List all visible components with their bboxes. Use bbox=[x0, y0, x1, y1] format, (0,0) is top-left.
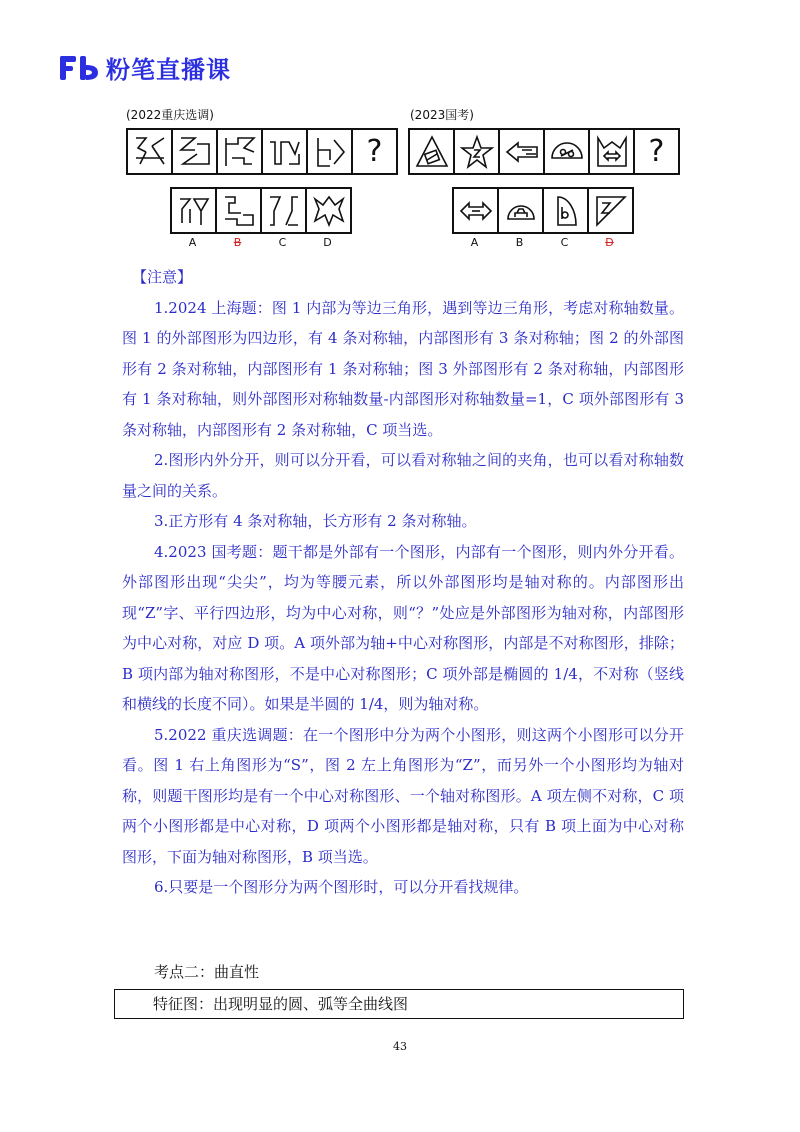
question-2-figures bbox=[408, 128, 680, 175]
q2-figure-2 bbox=[455, 130, 500, 173]
question-2-option-labels bbox=[452, 236, 632, 249]
question-1-options bbox=[170, 187, 352, 234]
q1-option-c-shape bbox=[266, 193, 302, 229]
q1-figure-4-shape bbox=[267, 134, 303, 170]
note-paragraph-6: 6.只要是一个图形分为两个图形时，可以分开看找规律。 bbox=[154, 878, 529, 896]
fb-logo-icon bbox=[58, 53, 100, 83]
feature-box: 特征图：出现明显的圆、弧等全曲线图 bbox=[114, 989, 684, 1019]
q2-option-c-label: C bbox=[560, 236, 569, 249]
q2-option-a-figure[interactable] bbox=[454, 189, 499, 232]
q2-question-cell bbox=[635, 130, 678, 173]
q1-option-d-figure[interactable] bbox=[307, 189, 350, 232]
q2-figure-3 bbox=[500, 130, 545, 173]
q2-figure-3-shape bbox=[504, 134, 540, 170]
section-title: 考点二：曲直性 bbox=[154, 963, 260, 981]
q1-figure-3-shape bbox=[222, 134, 258, 170]
q2-option-b-figure[interactable] bbox=[499, 189, 544, 232]
q2-option-b-shape bbox=[503, 193, 539, 229]
brand-logo bbox=[58, 50, 231, 85]
q1-figure-5 bbox=[308, 130, 353, 173]
note-paragraph-1: 1.2024 上海题：图 1 内部为等边三角形，遇到等边三角形，考虑对称轴数量。图 1 的外部图形为四边形，有 4 条对称轴，内部图形有 3 条对称轴；图 2 的外部图形有 2 条对称轴，内部图形有 1 条对称轴；图 3 外部图形有 2 条对称轴，内部图形有 1 条对称轴，则外部图形对称轴数量-内部图形对称轴数量=1，C 项外部图形有 3 条对称轴，内部图形有 2 条对称轴，C 项当选。 bbox=[122, 298, 684, 439]
q1-figure-2 bbox=[173, 130, 218, 173]
question-2-options bbox=[452, 187, 634, 234]
q1-option-a-figure[interactable] bbox=[172, 189, 217, 232]
q1-option-b-shape bbox=[221, 193, 257, 229]
note-paragraph-2: 2.图形内外分开，则可以分开看，可以看对称轴之间的夹角，也可以看对称轴数量之间的关系。 bbox=[122, 451, 684, 500]
note-paragraph-4: 4.2023 国考题：题干都是外部有一个图形，内部有一个图形，则内外分开看。外部图形出现“尖尖”，均为等腰元素，所以外部图形均是轴对称的。内部图形出现“Z”字、平行四边形，均为中心对称，则“？”处应是外部图形为轴对称，内部图形为中心对称，对应 D 项。A 项外部为轴+中心对称图形，内部是不对称图形，排除；B 项内部为轴对称图形，不是中心对称图形；C 项外部是椭圆的 1/4，不对称（竖线和横线的长度不同）。如果是半圆的 1/4，则为轴对称。 bbox=[122, 542, 684, 713]
q1-figure-3 bbox=[218, 130, 263, 173]
q1-figure-1-shape bbox=[132, 134, 168, 170]
q1-figure-5-shape bbox=[312, 134, 348, 170]
q1-option-c-label: C bbox=[278, 236, 287, 249]
q1-option-d-shape bbox=[311, 193, 347, 229]
q2-figure-4-shape bbox=[549, 134, 585, 170]
q2-option-d-shape bbox=[593, 193, 629, 229]
q2-figure-1 bbox=[410, 130, 455, 173]
q2-option-d-figure[interactable] bbox=[589, 189, 632, 232]
q2-option-a-shape bbox=[458, 193, 494, 229]
q2-option-a-label: A bbox=[470, 236, 479, 249]
q2-figure-2-shape bbox=[459, 134, 495, 170]
q2-option-c-figure[interactable] bbox=[544, 189, 589, 232]
question-1-label: (2022重庆选调) bbox=[126, 108, 214, 122]
question-1-figures bbox=[126, 128, 398, 175]
q1-question-cell bbox=[353, 130, 396, 173]
note-paragraph-5: 5.2022 重庆选调题：在一个图形中分为两个小图形，则这两个小图形可以分开看。图 1 右上角图形为“S”，图 2 左上角图形为“Z”，而另外一个小图形均为轴对称，则题干图形均是有一个中心对称图形、一个轴对称图形。A 项左侧不对称，C 项两个小图形都是中心对称，D 项两个小图形都是轴对称，只有 B 项上面为中心对称图形，下面为轴对称图形，B 项当选。 bbox=[122, 725, 684, 866]
question-1-option-labels bbox=[170, 236, 350, 249]
q1-option-c-figure[interactable] bbox=[262, 189, 307, 232]
q2-figure-5 bbox=[590, 130, 635, 173]
q1-option-b-figure[interactable] bbox=[217, 189, 262, 232]
q2-option-d-label: D bbox=[605, 236, 614, 249]
q1-question-mark: ? bbox=[366, 133, 383, 169]
q1-option-b-label: B bbox=[233, 236, 242, 249]
q2-figure-5-shape bbox=[594, 134, 630, 170]
q2-figure-1-shape bbox=[414, 134, 450, 170]
brand-name: 粉笔直播课 bbox=[106, 56, 231, 84]
q1-option-a-label: A bbox=[188, 236, 197, 249]
q1-option-d-label: D bbox=[323, 236, 332, 249]
q2-option-c-shape bbox=[548, 193, 584, 229]
notes-section bbox=[122, 262, 684, 903]
note-paragraph-3: 3.正方形有 4 条对称轴，长方形有 2 条对称轴。 bbox=[154, 512, 477, 530]
q1-figure-1 bbox=[128, 130, 173, 173]
question-2-label: (2023国考) bbox=[410, 108, 474, 122]
q2-option-b-label: B bbox=[515, 236, 524, 249]
q2-question-mark: ? bbox=[648, 133, 665, 169]
page-number: 43 bbox=[393, 1040, 407, 1053]
q1-figure-4 bbox=[263, 130, 308, 173]
q1-option-a-shape bbox=[176, 193, 212, 229]
q1-figure-2-shape bbox=[177, 134, 213, 170]
q2-figure-4 bbox=[545, 130, 590, 173]
notes-heading: 【注意】 bbox=[132, 268, 193, 286]
